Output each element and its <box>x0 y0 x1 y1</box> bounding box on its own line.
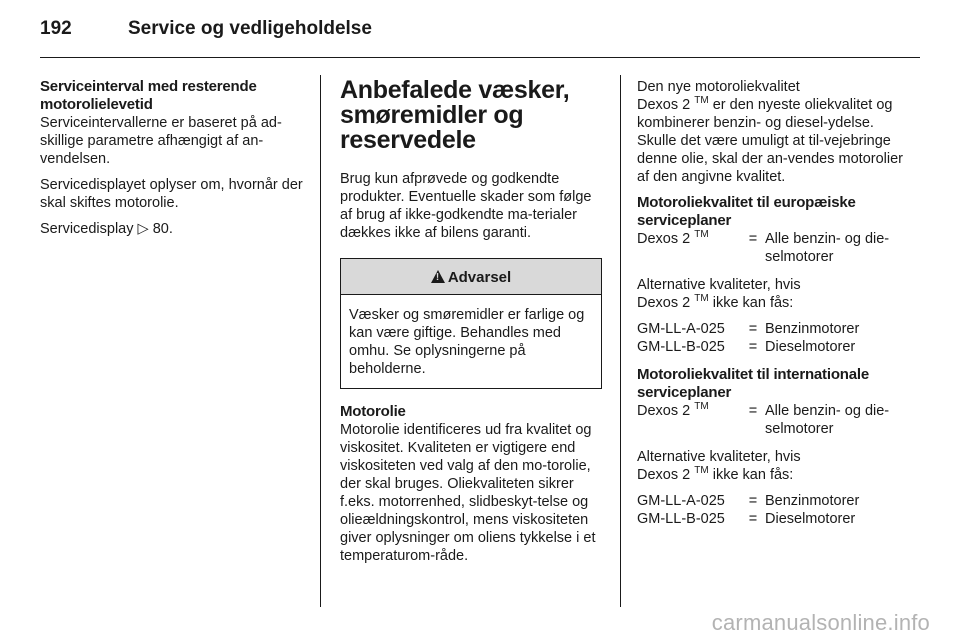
alternatives-line1: Alternative kvaliteter, hvis <box>637 277 801 293</box>
column-3 <box>637 78 907 528</box>
service-display-label: Servicedisplay <box>40 221 134 237</box>
dexos-label: Dexos 2 <box>637 467 691 483</box>
oil-quality-intro-line1: Den nye motoroliekvalitet <box>637 79 800 95</box>
engine-type: Benzinmotorer <box>765 493 860 509</box>
page-title: Service og vedligeholdelse <box>128 18 372 39</box>
oil-code: GM-LL-B-025 <box>637 339 725 355</box>
alternatives-line1: Alternative kvaliteter, hvis <box>637 449 801 465</box>
warning-box <box>340 258 602 389</box>
column-divider-1 <box>320 75 321 607</box>
table-row <box>637 320 907 338</box>
column-divider-2 <box>620 75 621 607</box>
equals-sign: = <box>748 321 758 337</box>
warning-text: Væsker og smøremidler er farlige og kan være giftige. Behandles med omhu. Se oplysningerne på beholderne. <box>349 307 585 377</box>
table-row <box>637 510 907 528</box>
equals-sign: = <box>748 231 758 247</box>
service-display-ref[interactable]: 80. <box>152 221 173 237</box>
column-1 <box>40 78 305 246</box>
dexos-label: Dexos 2 <box>637 231 691 247</box>
equals-sign: = <box>748 511 758 527</box>
alternatives-line2: ikke kan fås: <box>712 467 794 483</box>
equals-sign: = <box>748 403 758 419</box>
page-number: 192 <box>40 18 72 39</box>
equals-sign: = <box>748 339 758 355</box>
dexos-label: Dexos 2 <box>637 403 691 419</box>
trademark: TM <box>694 293 709 305</box>
arrow-right-icon: ▷ <box>137 221 149 237</box>
euro-plan-heading: Motoroliekvalitet til europæiske serviceplaner <box>637 194 856 229</box>
oil-code: GM-LL-A-025 <box>637 321 725 337</box>
fluids-intro: Brug kun afprøvede og godkendte produkter. Eventuelle skader som følge af brug af ikke-godkendte ma-terialer dækkes ikke af bilens garanti. <box>340 171 592 241</box>
engine-type: Benzinmotorer <box>765 321 860 337</box>
header-rule <box>40 57 920 58</box>
intl-alternatives <box>637 448 907 484</box>
oil-quality-intro-rest: er den nyeste oliekvalitet og kombinerer benzin- og diesel-ydelse. Skulle det være umuligt at til-vejebringe denne olie, skal der an-vendes motorolier af den angivne kvalitet. <box>637 97 903 185</box>
engine-type: Dieselmotorer <box>765 511 856 527</box>
service-interval-heading: Serviceinterval med resterende motorolielevetid <box>40 78 257 113</box>
euro-dexos-row <box>637 230 907 266</box>
alternatives-line2: ikke kan fås: <box>712 295 794 311</box>
equals-sign: = <box>748 493 758 509</box>
warning-triangle-icon: ! <box>431 270 445 283</box>
international-plan-heading: Motoroliekvalitet til internationale serviceplaner <box>637 366 870 401</box>
euro-alternatives <box>637 276 907 312</box>
oil-code: GM-LL-B-025 <box>637 511 725 527</box>
warning-header <box>341 259 601 295</box>
table-row <box>637 338 907 356</box>
all-engines-text: Alle benzin- og die-selmotorer <box>765 231 890 265</box>
warning-title: Advarsel <box>447 269 512 286</box>
all-engines-text: Alle benzin- og die-selmotorer <box>765 403 890 437</box>
oil-quality-intro <box>637 78 907 186</box>
watermark: carmanualsonline.info <box>711 610 930 635</box>
table-row <box>637 492 907 510</box>
trademark: TM <box>694 95 709 107</box>
fluids-heading: Anbefalede væsker, smøremidler og reservedele <box>340 76 570 154</box>
page-header <box>40 18 372 40</box>
engine-oil-heading: Motorolie <box>340 403 406 420</box>
trademark: TM <box>694 401 709 413</box>
engine-oil-text: Motorolie identificeres ud fra kvalitet og viskositet. Kvaliteten er vigtigere end viskositeten ved valg af den mo-torolie, der skal bruges. Oliekvaliteten sikrer f.eks. motorrenhed, slidbeskyt-telse og olieældningskontrol, mens viskositeten giver oplysninger om oliens tykkelse i et temperaturom-råde. <box>340 422 596 564</box>
trademark: TM <box>694 229 709 241</box>
column-2 <box>340 78 602 573</box>
col1-paragraph-3 <box>40 220 305 238</box>
col1-paragraph-2: Servicedisplayet oplyser om, hvornår der skal skiftes motorolie. <box>40 177 303 211</box>
trademark: TM <box>694 465 709 477</box>
engine-type: Dieselmotorer <box>765 339 856 355</box>
col1-paragraph-1: Serviceintervallerne er baseret på ad-skillige parametre afhængigt af an-vendelsen. <box>40 115 282 167</box>
oil-quality-intro-dexos: Dexos 2 <box>637 97 691 113</box>
oil-code: GM-LL-A-025 <box>637 493 725 509</box>
intl-dexos-row <box>637 402 907 438</box>
dexos-label: Dexos 2 <box>637 295 691 311</box>
